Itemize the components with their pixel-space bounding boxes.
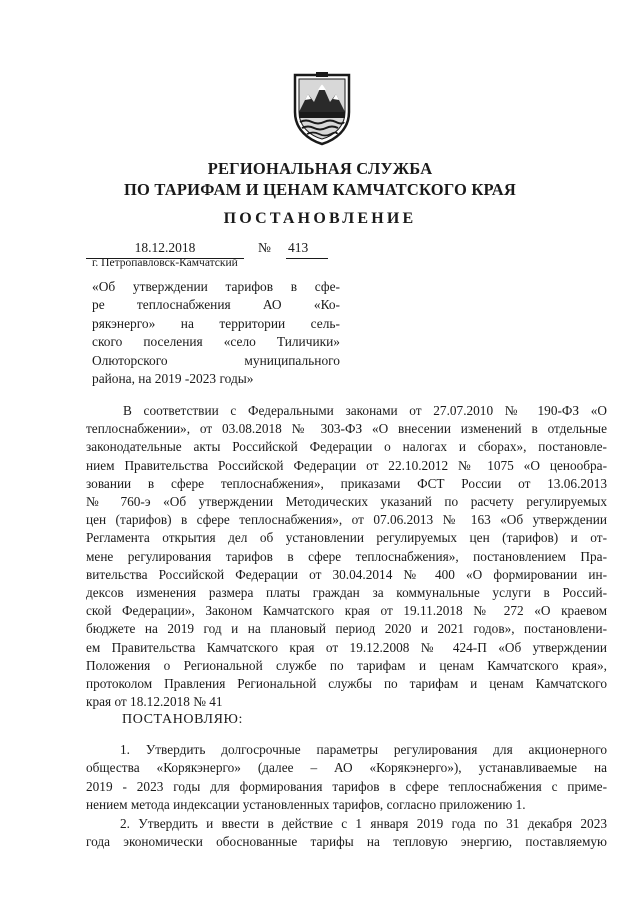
organization-name-line1: РЕГИОНАЛЬНАЯ СЛУЖБА — [207, 159, 433, 178]
organization-name — [0, 158, 640, 200]
document-city: г. Петропавловск-Камчатский — [92, 257, 238, 269]
preamble-line: теплоснабжении», от 03.08.2018 № 303-ФЗ «О внесении изменений в отдельные — [86, 421, 607, 437]
item1-line: общества «Корякэнерго» (далее – АО «Корякэнерго»), устанавливаемые на — [86, 760, 607, 776]
preamble-line: края от 18.12.2018 № 41 — [86, 694, 223, 710]
preamble-line: Регламента открытия дел об установлении регулируемых цен (тарифов) и от- — [86, 530, 607, 546]
preamble-line: протоколом Правления Региональной службы по тарифам и ценам Камчатского — [86, 676, 607, 692]
preamble-line: бюджете на 2019 год и на плановый период 2020 и 2021 годов», постановлени- — [86, 621, 607, 637]
preamble-line: вительства Российской Федерации от 30.04.2014 № 400 «О формировании ин- — [86, 566, 607, 582]
document-type-title: ПОСТАНОВЛЕНИЕ — [223, 210, 417, 227]
item2-line: 2. Утвердить и ввести в действие с 1 января 2019 года по 31 декабря 2023 — [120, 815, 607, 831]
document-number: 413 — [286, 240, 328, 259]
preamble-line: цен (тарифов) в сфере теплоснабжения», от 07.06.2013 № 163 «Об утверждении — [86, 512, 607, 528]
document-date: 18.12.2018 — [86, 240, 244, 259]
item2-line: года экономически обоснованные тарифы на тепловую энергию, поставляемую — [86, 834, 607, 850]
subject-line: Олюторского муниципального — [92, 352, 340, 368]
preamble-line: законодательные акты Российской Федерации о налогах и сборах», постановле- — [86, 439, 607, 455]
preamble-line: В соответствии с Федеральными законами от 27.07.2010 № 190-ФЗ «О — [123, 403, 607, 418]
preamble-line: дексов изменения размера платы граждан за коммунальные услуги в Россий- — [86, 585, 607, 601]
preamble-line: мене регулирования тарифов в сфере теплоснабжения», постановлением Пра- — [86, 548, 607, 564]
subject-line: ре теплоснабжения АО «Ко- — [92, 297, 340, 313]
item1-line: 1. Утвердить долгосрочные параметры регулирования для акционерного — [120, 742, 607, 757]
coat-of-arms-emblem — [291, 72, 353, 146]
preamble-line: ем Правительства Камчатского края от 19.12.2008 № 424-П «Об утверждении — [86, 639, 607, 655]
resolution-items — [86, 741, 607, 851]
number-sign: № — [258, 240, 271, 255]
item1-line: нением метода индексации установленных тарифов, согласно приложению 1. — [86, 797, 526, 813]
subject-line: ского поселения «село Тиличики» — [92, 334, 340, 350]
preamble-line: зовании в сфере теплоснабжения», приказами ФСТ России от 13.06.2013 — [86, 475, 607, 491]
item1-line: 2019 - 2023 годы для формирования тарифов в сфере теплоснабжения с приме- — [86, 778, 607, 794]
preamble-paragraph — [86, 402, 607, 711]
preamble-line: ской Федерации», Законом Камчатского края от 19.11.2018 № 272 «О краевом — [86, 603, 607, 619]
preamble-line: Положения о Региональной службе по тарифам и ценам Камчатского края», — [86, 657, 607, 673]
preamble-line: нием Правительства Российской Федерации от 22.10.2012 № 1075 «О ценообра- — [86, 457, 607, 473]
resolve-heading: ПОСТАНОВЛЯЮ: — [122, 712, 244, 727]
subject-line: района, на 2019 -2023 годы» — [92, 371, 254, 387]
document-subject — [92, 278, 340, 388]
subject-line: рякэнерго» на территории сель- — [92, 315, 340, 331]
preamble-line: № 760-э «Об утверждении Методических указаний по расчету регулируемых — [86, 494, 607, 510]
organization-name-line2: ПО ТАРИФАМ И ЦЕНАМ КАМЧАТСКОГО КРАЯ — [124, 180, 516, 199]
subject-line: «Об утверждении тарифов в сфе- — [92, 279, 340, 294]
